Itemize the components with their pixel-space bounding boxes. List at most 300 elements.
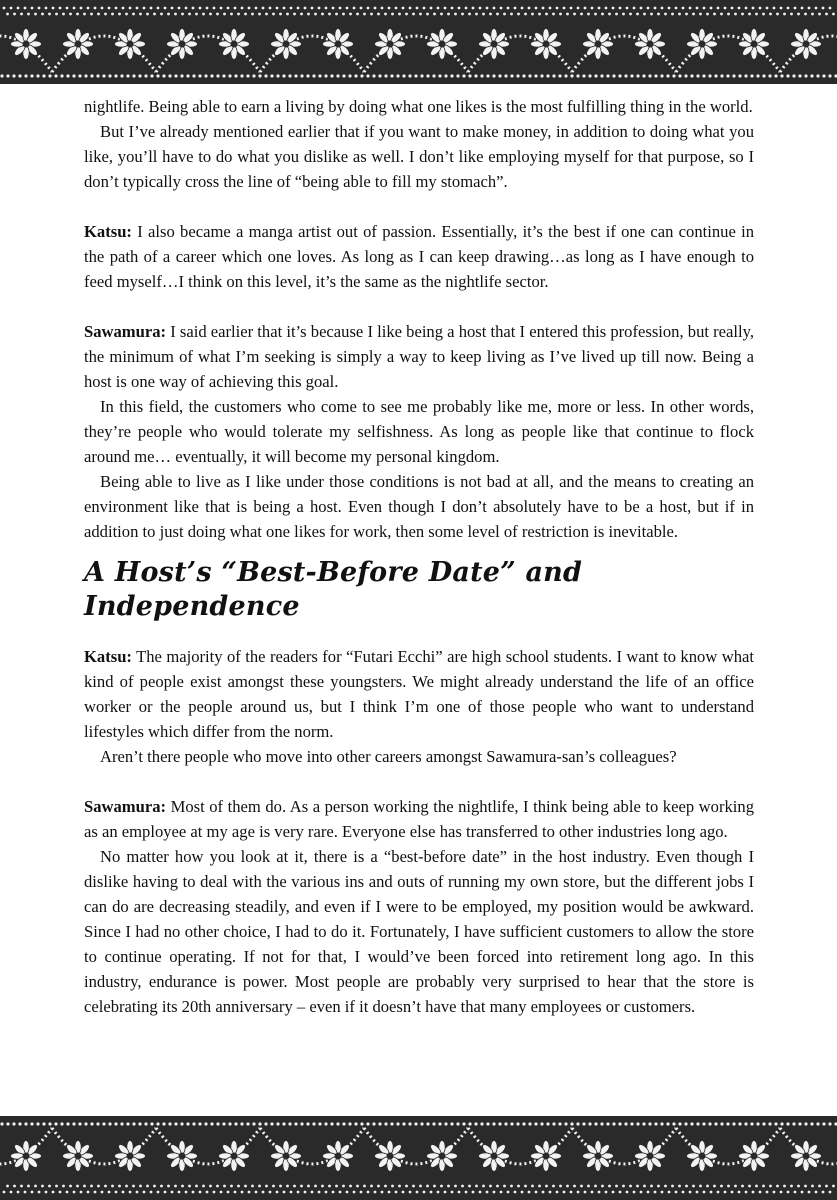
lace-dot xyxy=(132,1185,135,1188)
lace-flower-center xyxy=(179,1153,186,1160)
lace-edge-dot xyxy=(576,74,579,77)
lace-dot xyxy=(101,1191,104,1194)
lace-edge-dot xyxy=(438,74,441,77)
lace-edge-dot xyxy=(474,1122,477,1125)
lace-edge-dot xyxy=(354,1122,357,1125)
lace-dot xyxy=(374,7,377,10)
lace-dot xyxy=(300,1185,303,1188)
lace-edge-dot xyxy=(402,1122,405,1125)
lace-dot xyxy=(720,1185,723,1188)
lace-dot xyxy=(524,13,527,16)
lace-dot xyxy=(591,1191,594,1194)
lace-dot xyxy=(804,1185,807,1188)
lace-dot xyxy=(706,1185,709,1188)
lace-dot xyxy=(703,7,706,10)
lace-edge-dot xyxy=(678,1122,681,1125)
lace-flower-center xyxy=(543,41,550,48)
lace-flower-center xyxy=(439,41,446,48)
lace-edge-dot xyxy=(276,1122,279,1125)
lace-edge-dot xyxy=(12,1122,15,1125)
lace-dot xyxy=(458,1191,461,1194)
lace-edge-dot xyxy=(642,74,645,77)
lace-dot xyxy=(773,7,776,10)
lace-dot xyxy=(489,1185,492,1188)
lace-edge-dot xyxy=(672,74,675,77)
lace-flower-center xyxy=(751,1153,758,1160)
lace-dot xyxy=(776,1185,779,1188)
lace-edge-dot xyxy=(618,74,621,77)
lace-edge-dot xyxy=(786,1122,789,1125)
lace-edge-dot xyxy=(702,1122,705,1125)
lace-edge-dot xyxy=(72,1122,75,1125)
lace-dot xyxy=(332,7,335,10)
lace-dot xyxy=(192,7,195,10)
lace-dot xyxy=(346,1191,349,1194)
lace-dot xyxy=(447,13,450,16)
lace-dot xyxy=(248,1191,251,1194)
lace-border-bottom xyxy=(0,1116,837,1200)
lace-dot xyxy=(178,7,181,10)
lace-dot xyxy=(202,1185,205,1188)
lace-edge-dot xyxy=(222,1122,225,1125)
lace-edge-dot xyxy=(126,1122,129,1125)
lace-dot xyxy=(790,13,793,16)
lace-dot xyxy=(363,1185,366,1188)
lace-flower-center xyxy=(647,1153,654,1160)
lace-dot xyxy=(570,7,573,10)
lace-dot xyxy=(328,1185,331,1188)
lace-edge-dot xyxy=(546,1122,549,1125)
lace-edge-dot xyxy=(66,1122,69,1125)
lace-dot xyxy=(125,1185,128,1188)
lace-dot xyxy=(122,1191,125,1194)
lace-dot xyxy=(199,7,202,10)
lace-dot xyxy=(430,1191,433,1194)
lace-edge-dot xyxy=(654,74,657,77)
lace-dot xyxy=(549,7,552,10)
lace-edge-dot xyxy=(366,74,369,77)
lace-dot xyxy=(199,1191,202,1194)
lace-dot xyxy=(528,1191,531,1194)
lace-dot xyxy=(745,1191,748,1194)
lace-edge-dot xyxy=(264,74,267,77)
lace-dot xyxy=(475,13,478,16)
section-before-heading xyxy=(84,94,754,544)
lace-dot xyxy=(594,13,597,16)
lace-edge-dot xyxy=(732,74,735,77)
lace-edge-dot xyxy=(504,74,507,77)
lace-edge-dot xyxy=(612,1122,615,1125)
lace-dot xyxy=(829,7,832,10)
lace-border-top xyxy=(0,0,837,84)
lace-dot xyxy=(626,1191,629,1194)
paragraph-text: But I’ve already mentioned earlier that if you want to make money, in addition to doing what you like, you’ll have to do what you dislike as well. I don’t like employing myself for that purpose, so I don’t typically cross the line of “being able to fill my stomach”. xyxy=(84,122,754,191)
lace-edge-dot xyxy=(288,74,291,77)
lace-dot xyxy=(300,13,303,16)
lace-dot xyxy=(251,13,254,16)
lace-dot xyxy=(517,1185,520,1188)
paragraph-gap xyxy=(84,294,754,319)
lace-dot xyxy=(104,1185,107,1188)
lace-edge-dot xyxy=(648,74,651,77)
lace-edge-dot xyxy=(192,1122,195,1125)
lace-dot xyxy=(185,1191,188,1194)
lace-dot xyxy=(587,13,590,16)
lace-edge-dot xyxy=(168,74,171,77)
lace-dot xyxy=(335,1185,338,1188)
lace-edge-dot xyxy=(534,74,537,77)
lace-dot xyxy=(216,13,219,16)
lace-dot xyxy=(629,1185,632,1188)
lace-dot xyxy=(657,1185,660,1188)
lace-flower-center xyxy=(75,1153,82,1160)
lace-flower-center xyxy=(595,1153,602,1160)
lace-dot xyxy=(118,1185,121,1188)
lace-dot xyxy=(216,1185,219,1188)
lace-dot xyxy=(318,7,321,10)
lace-edge-dot xyxy=(600,1122,603,1125)
lace-edge-dot xyxy=(582,1122,585,1125)
lace-edge-dot xyxy=(786,74,789,77)
lace-dot xyxy=(479,1191,482,1194)
lace-dot xyxy=(272,1185,275,1188)
lace-edge-dot xyxy=(294,1122,297,1125)
lace-edge-dot xyxy=(828,1122,831,1125)
lace-dot xyxy=(192,1191,195,1194)
lace-dot xyxy=(346,7,349,10)
lace-edge-dot xyxy=(270,74,273,77)
lace-dot xyxy=(20,1185,23,1188)
lace-dot xyxy=(409,7,412,10)
lace-flower-center xyxy=(387,1153,394,1160)
lace-edge-dot xyxy=(198,74,201,77)
lace-dot xyxy=(55,13,58,16)
lace-dot xyxy=(482,1185,485,1188)
lace-dot xyxy=(181,13,184,16)
lace-edge-dot xyxy=(480,1122,483,1125)
lace-dot xyxy=(699,13,702,16)
lace-dot xyxy=(542,7,545,10)
lace-dot xyxy=(349,1185,352,1188)
lace-edge-dot xyxy=(630,1122,633,1125)
lace-dot xyxy=(206,1191,209,1194)
lace-dot xyxy=(237,1185,240,1188)
lace-dot xyxy=(591,7,594,10)
lace-edge-dot xyxy=(690,1122,693,1125)
lace-edge-dot xyxy=(198,1122,201,1125)
lace-dot xyxy=(815,1191,818,1194)
lace-dot xyxy=(402,1191,405,1194)
lace-dot xyxy=(468,13,471,16)
lace-edge-dot xyxy=(552,74,555,77)
lace-edge-dot xyxy=(516,74,519,77)
paragraph-gap xyxy=(84,769,754,794)
lace-edge-dot xyxy=(420,74,423,77)
lace-dot xyxy=(38,7,41,10)
lace-dot xyxy=(692,1185,695,1188)
lace-edge-dot xyxy=(78,74,81,77)
lace-dot xyxy=(619,7,622,10)
lace-edge-dot xyxy=(522,74,525,77)
lace-dot xyxy=(769,13,772,16)
lace-dot xyxy=(577,1191,580,1194)
lace-edge-dot xyxy=(720,1122,723,1125)
lace-edge-dot xyxy=(564,1122,567,1125)
lace-edge-dot xyxy=(582,74,585,77)
lace-dot xyxy=(269,7,272,10)
lace-dot xyxy=(342,13,345,16)
lace-dot xyxy=(482,13,485,16)
lace-edge-dot xyxy=(816,74,819,77)
lace-edge-dot xyxy=(744,74,747,77)
lace-flower-center xyxy=(335,1153,342,1160)
lace-dot xyxy=(76,13,79,16)
lace-dot xyxy=(678,13,681,16)
lace-edge-dot xyxy=(132,74,135,77)
lace-dot xyxy=(20,13,23,16)
lace-dot xyxy=(241,1191,244,1194)
lace-edge-dot xyxy=(714,74,717,77)
lace-flower-center xyxy=(127,1153,134,1160)
lace-dot xyxy=(353,1191,356,1194)
lace-edge-dot xyxy=(708,1122,711,1125)
lace-edge-dot xyxy=(30,74,33,77)
lace-dot xyxy=(755,13,758,16)
paragraph-text: In this field, the customers who come to see me probably like me, more or less. In other words, they’re people who would tolerate my selfishness. As long as people like that continue to flock around me… eventually, it will become my personal kingdom. xyxy=(84,397,754,466)
lace-dot xyxy=(80,1191,83,1194)
lace-edge-dot xyxy=(318,1122,321,1125)
lace-dot xyxy=(783,1185,786,1188)
lace-dot xyxy=(762,1185,765,1188)
paragraph-text: Most of them do. As a person working the nightlife, I think being able to keep working as an employee at my age is very rare. Everyone else has transferred to other industries long ago. xyxy=(84,797,754,841)
lace-dot xyxy=(3,7,6,10)
lace-edge-dot xyxy=(234,74,237,77)
lace-dot xyxy=(566,13,569,16)
lace-edge-dot xyxy=(78,1122,81,1125)
lace-dot xyxy=(45,7,48,10)
lace-dot xyxy=(381,1191,384,1194)
paragraph xyxy=(84,644,754,744)
lace-edge-dot xyxy=(498,74,501,77)
lace-dot xyxy=(741,13,744,16)
lace-dot xyxy=(388,7,391,10)
lace-dot xyxy=(325,7,328,10)
lace-dot xyxy=(223,1185,226,1188)
paragraph xyxy=(84,94,754,119)
lace-dot xyxy=(164,1191,167,1194)
lace-dot xyxy=(17,1191,20,1194)
lace-dot xyxy=(6,13,9,16)
lace-dot xyxy=(545,13,548,16)
lace-edge-dot xyxy=(252,74,255,77)
lace-edge-dot xyxy=(792,74,795,77)
lace-edge-dot xyxy=(606,1122,609,1125)
lace-edge-dot xyxy=(144,74,147,77)
lace-dot xyxy=(601,1185,604,1188)
lace-edge-dot xyxy=(702,74,705,77)
lace-dot xyxy=(136,7,139,10)
lace-dot xyxy=(188,13,191,16)
lace-flower-center xyxy=(283,1153,290,1160)
lace-dot xyxy=(206,7,209,10)
lace-dot xyxy=(62,13,65,16)
lace-dot xyxy=(321,1185,324,1188)
lace-edge-dot xyxy=(162,1122,165,1125)
lace-edge-dot xyxy=(258,1122,261,1125)
lace-edge-dot xyxy=(444,1122,447,1125)
lace-dot xyxy=(654,7,657,10)
lace-dot xyxy=(132,13,135,16)
lace-edge-dot xyxy=(684,74,687,77)
lace-dot xyxy=(251,1185,254,1188)
lace-edge-dot xyxy=(216,1122,219,1125)
lace-edge-dot xyxy=(636,74,639,77)
lace-edge-dot xyxy=(342,74,345,77)
lace-dot xyxy=(689,7,692,10)
lace-dot xyxy=(258,13,261,16)
lace-dot xyxy=(83,1185,86,1188)
lace-dot xyxy=(136,1191,139,1194)
lace-dot xyxy=(822,7,825,10)
lace-edge-dot xyxy=(528,1122,531,1125)
lace-dot xyxy=(73,7,76,10)
lace-dot xyxy=(727,1185,730,1188)
lace-edge-dot xyxy=(144,1122,147,1125)
lace-dot xyxy=(507,7,510,10)
lace-edge-dot xyxy=(426,74,429,77)
lace-dot xyxy=(38,1191,41,1194)
lace-dot xyxy=(643,1185,646,1188)
lace-edge-dot xyxy=(150,74,153,77)
lace-dot xyxy=(223,13,226,16)
lace-dot xyxy=(398,1185,401,1188)
lace-dot xyxy=(822,1191,825,1194)
lace-dot xyxy=(797,1185,800,1188)
lace-edge-dot xyxy=(366,1122,369,1125)
lace-dot xyxy=(52,1191,55,1194)
lace-edge-dot xyxy=(792,1122,795,1125)
speaker-name: Sawamura: xyxy=(84,797,167,816)
lace-dot xyxy=(412,13,415,16)
lace-flower-center xyxy=(23,1153,30,1160)
paragraph xyxy=(84,319,754,394)
lace-dot xyxy=(52,7,55,10)
lace-dot xyxy=(573,13,576,16)
lace-dot xyxy=(220,1191,223,1194)
lace-dot xyxy=(531,13,534,16)
lace-edge-dot xyxy=(60,1122,63,1125)
lace-dot xyxy=(384,13,387,16)
lace-dot xyxy=(178,1191,181,1194)
lace-dot xyxy=(374,1191,377,1194)
lace-edge-dot xyxy=(282,1122,285,1125)
lace-edge-dot xyxy=(18,1122,21,1125)
lace-edge-dot xyxy=(798,74,801,77)
lace-edge-dot xyxy=(642,1122,645,1125)
lace-dot xyxy=(367,1191,370,1194)
lace-edge-dot xyxy=(750,74,753,77)
lace-dot xyxy=(143,7,146,10)
lace-edge-dot xyxy=(600,74,603,77)
lace-dot xyxy=(598,7,601,10)
lace-dot xyxy=(90,13,93,16)
lace-edge-dot xyxy=(798,1122,801,1125)
lace-dot xyxy=(108,1191,111,1194)
lace-dot xyxy=(367,7,370,10)
lace-edge-dot xyxy=(420,1122,423,1125)
lace-dot xyxy=(818,1185,821,1188)
lace-edge-dot xyxy=(564,74,567,77)
lace-dot xyxy=(174,1185,177,1188)
lace-dot xyxy=(10,7,13,10)
lace-dot xyxy=(139,13,142,16)
lace-dot xyxy=(157,7,160,10)
lace-dot xyxy=(787,7,790,10)
lace-dot xyxy=(412,1185,415,1188)
lace-dot xyxy=(440,1185,443,1188)
lace-dot xyxy=(314,1185,317,1188)
lace-dot xyxy=(573,1185,576,1188)
lace-edge-dot xyxy=(738,1122,741,1125)
lace-dot xyxy=(769,1185,772,1188)
lace-edge-dot xyxy=(192,74,195,77)
lace-dot xyxy=(146,1185,149,1188)
lace-edge-dot xyxy=(90,74,93,77)
lace-dot xyxy=(538,13,541,16)
lace-flower-center xyxy=(75,41,82,48)
lace-dot xyxy=(307,1185,310,1188)
lace-edge-dot xyxy=(774,74,777,77)
lace-edge-dot xyxy=(372,1122,375,1125)
lace-edge-dot xyxy=(708,74,711,77)
lace-dot xyxy=(342,1185,345,1188)
lace-dot xyxy=(538,1185,541,1188)
lace-edge-dot xyxy=(690,74,693,77)
lace-dot xyxy=(13,1185,16,1188)
lace-edge-dot xyxy=(120,74,123,77)
lace-dot xyxy=(423,7,426,10)
paragraph-text: The majority of the readers for “Futari Ecchi” are high school students. I want to know what kind of people exist amongst these youngsters. We might already understand the life of an office worker or the people around us, but I think I’m one of those people who want to understand lifestyles which differ from the norm. xyxy=(84,647,754,741)
lace-dot xyxy=(377,13,380,16)
lace-dot xyxy=(832,1185,835,1188)
lace-edge-dot xyxy=(300,74,303,77)
lace-edge-dot xyxy=(804,74,807,77)
lace-dot xyxy=(433,13,436,16)
lace-dot xyxy=(636,13,639,16)
lace-edge-dot xyxy=(270,1122,273,1125)
lace-edge-dot xyxy=(822,74,825,77)
lace-dot xyxy=(633,1191,636,1194)
lace-dot xyxy=(370,13,373,16)
lace-flower-center xyxy=(803,1153,810,1160)
lace-dot xyxy=(360,1191,363,1194)
lace-dot xyxy=(724,7,727,10)
lace-edge-dot xyxy=(474,74,477,77)
lace-dot xyxy=(486,1191,489,1194)
lace-dot xyxy=(444,7,447,10)
lace-dot xyxy=(440,13,443,16)
lace-edge-dot xyxy=(480,74,483,77)
lace-edge-dot xyxy=(324,1122,327,1125)
lace-edge-dot xyxy=(726,1122,729,1125)
section-heading: A Host’s “Best-Before Date” and Independence xyxy=(84,557,583,622)
lace-dot xyxy=(234,1191,237,1194)
lace-dot xyxy=(87,1191,90,1194)
paragraph xyxy=(84,469,754,544)
lace-dot xyxy=(713,1185,716,1188)
lace-edge-dot xyxy=(114,1122,117,1125)
lace-dot xyxy=(703,1191,706,1194)
